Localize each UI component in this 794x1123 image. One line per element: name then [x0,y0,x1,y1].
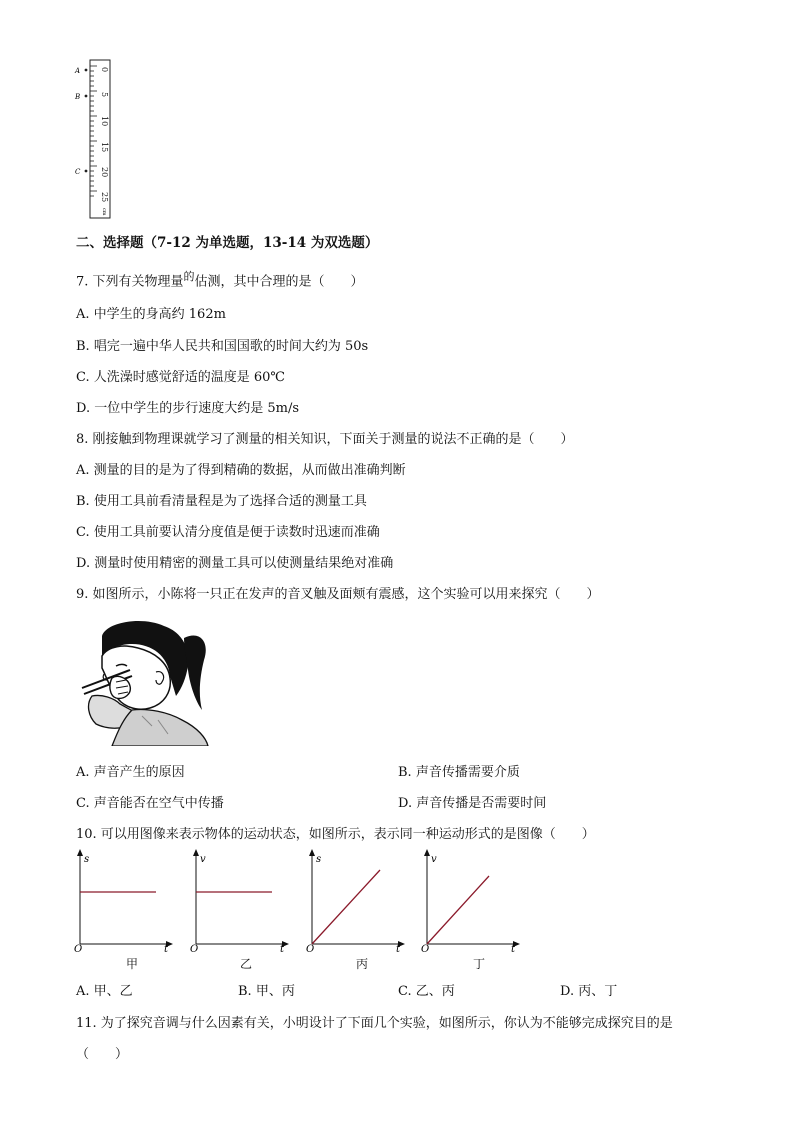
question-9-option-a[interactable]: A. 声音产生的原因 [76,765,185,780]
graph-yi-y-axis: v [200,854,206,865]
question-8-option-a[interactable]: A. 测量的目的是为了得到精确的数据，从而做出准确判断 [76,463,406,478]
section-title: 二、选择题（7-12 为单选题，13-14 为双选题） [76,235,379,251]
question-9-option-d[interactable]: D. 声音传播是否需要时间 [398,796,547,811]
ruler-tick-15: 15 [100,142,109,153]
graph-ding-label: 丁 [472,957,485,971]
question-10-option-a[interactable]: A. 甲、乙 [76,984,133,999]
graph-ding-x-axis: t [511,944,516,953]
question-8-option-b[interactable]: B. 使用工具前看清量程是为了选择合适的测量工具 [76,494,367,509]
question-10-option-b[interactable]: B. 甲、丙 [238,984,295,999]
question-8-stem: 8. 刚接触到物理课就学习了测量的相关知识，下面关于测量的说法不正确的是（ ） [76,432,574,447]
question-7-option-d[interactable]: D. 一位中学生的步行速度大约是 5m/s [76,401,300,416]
question-9-option-b[interactable]: B. 声音传播需要介质 [398,765,520,780]
ruler-unit: cm [101,208,107,216]
point-a-label: A [75,67,81,75]
graph-jia-label: 甲 [125,957,138,971]
question-9-stem: 9. 如图所示，小陈将一只正在发声的音叉触及面颊有震感，这个实验可以用来探究（ ） [76,587,600,602]
graph-yi-label: 乙 [239,957,252,971]
question-11-stem-line2: （ ） [76,1047,129,1062]
graph-bing-x-axis: t [396,944,401,953]
graph-jia-origin: O [74,944,83,953]
graph-jia-y-axis: s [84,854,90,865]
question-9-option-c[interactable]: C. 声音能否在空气中传播 [76,796,224,811]
graph-ding-y-axis: v [431,854,437,865]
graph-yi-origin: O [190,944,199,953]
graph-bing-line [312,870,380,944]
question-8-option-c[interactable]: C. 使用工具前要认清分度值是便于读数时迅速而准确 [76,525,380,540]
question-7-option-c[interactable]: C. 人洗澡时感觉舒适的温度是 60℃ [76,370,285,385]
ruler-tick-20: 20 [100,167,109,178]
graph-yi-x-axis: t [280,944,285,953]
point-a-dot [85,69,88,72]
graph-jia-x-axis: t [164,944,169,953]
question-7-option-b[interactable]: B. 唱完一遍中华人民共和国国歌的时间大约为 50s [76,339,369,354]
graph-jia [74,848,174,957]
graph-bing [306,848,406,957]
graph-bing-y-axis: s [316,854,322,865]
ruler-tick-10: 10 [100,116,109,127]
point-b-dot [85,95,88,98]
graph-bing-origin: O [306,944,315,953]
ruler-tick-0: 0 [100,67,109,73]
ruler-tick-25: 25 [100,192,109,203]
point-c-dot [85,170,88,173]
question-10-option-d[interactable]: D. 丙、丁 [560,984,618,999]
graph-ding-origin: O [421,944,430,953]
girl-tuning-fork-illustration [72,616,212,750]
graph-ding-line [427,876,489,944]
question-10-option-c[interactable]: C. 乙、丙 [398,984,455,999]
graph-ding [421,848,521,957]
ruler-tick-5: 5 [100,92,109,98]
question-7-option-a[interactable]: A. 中学生的身高约 162m [76,307,226,322]
question-10-stem: 10. 可以用图像来表示物体的运动状态，如图所示，表示同一种运动形式的是图像（ ） [76,827,595,842]
question-11-stem: 11. 为了探究音调与什么因素有关，小明设计了下面几个实验，如图所示，你认为不能够完成探究目的是 [76,1016,673,1031]
point-b-label: B [75,93,81,101]
question-7-stem: 7. 下列有关物理量$^的$估测，其中合理的是（ ） [76,270,364,290]
graph-yi [190,848,290,957]
point-c-label: C [75,168,81,176]
question-8-option-d[interactable]: D. 测量时使用精密的测量工具可以使测量结果绝对准确 [76,556,394,571]
graph-bing-label: 丙 [355,957,368,971]
ruler-figure [72,58,117,227]
